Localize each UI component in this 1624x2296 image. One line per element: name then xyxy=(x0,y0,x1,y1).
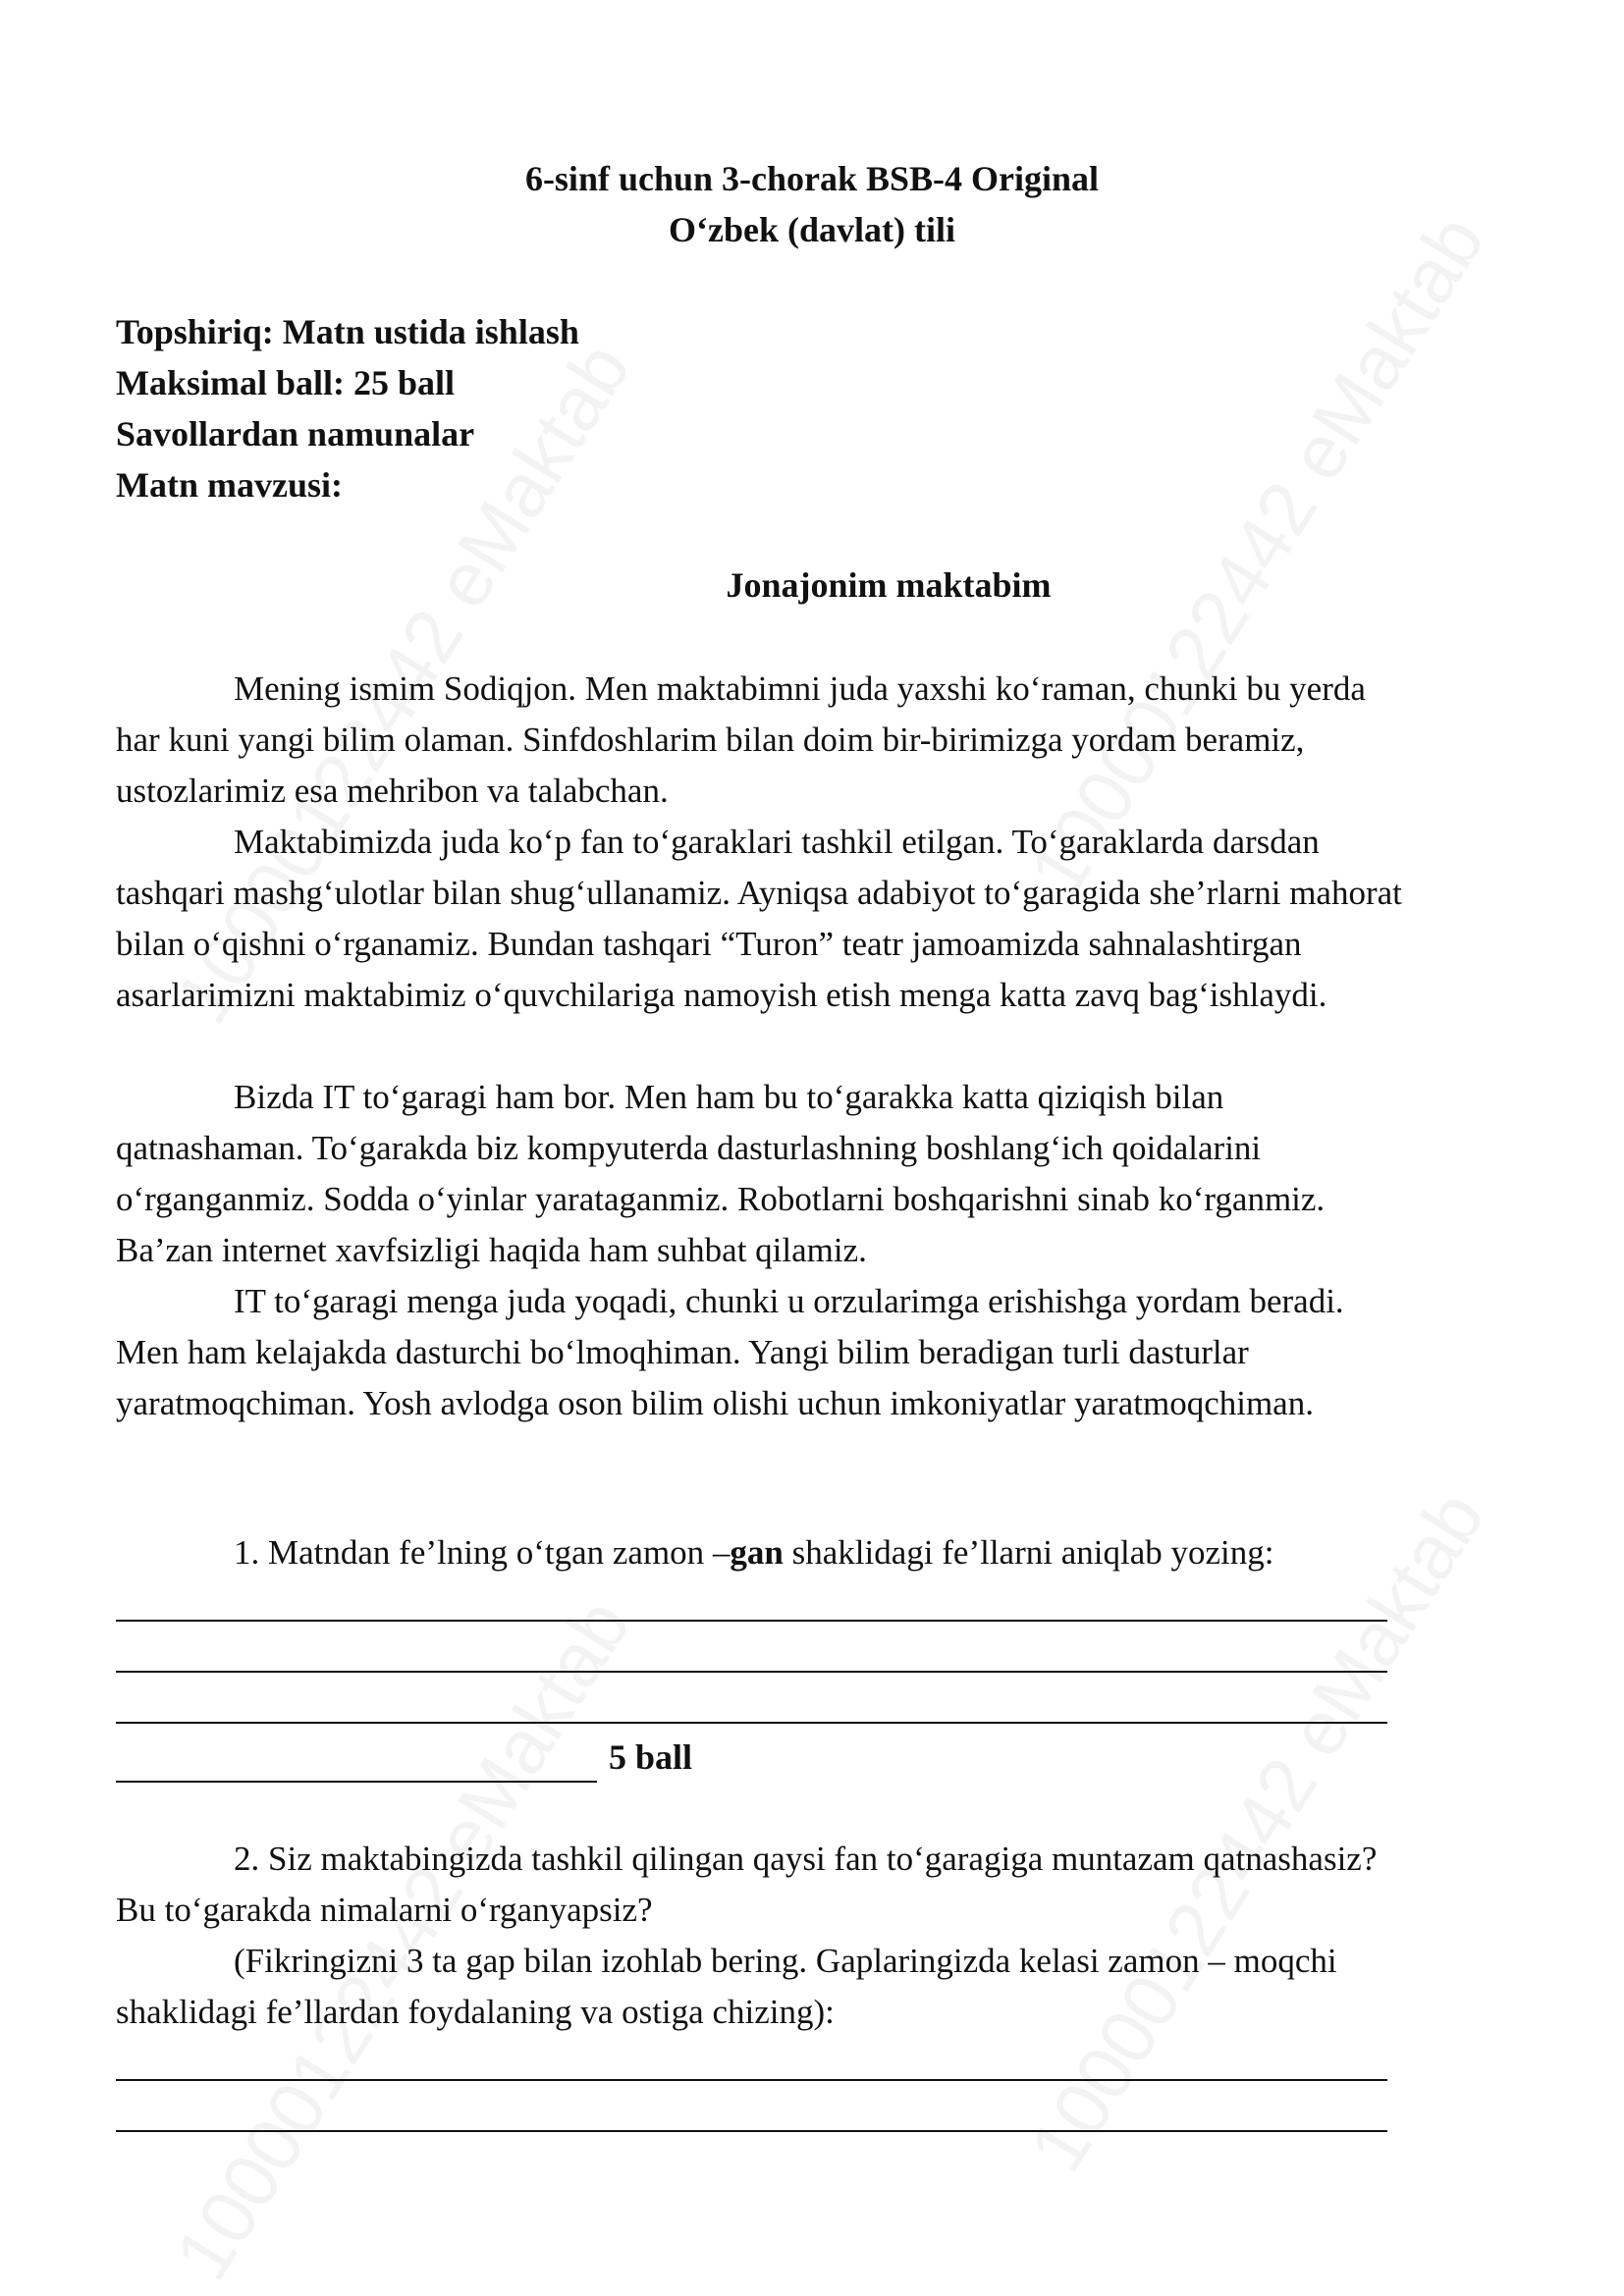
topic-label: Matn mavzusi: xyxy=(116,465,343,505)
question-1-score-row xyxy=(116,1732,692,1783)
answer-line[interactable] xyxy=(116,1722,1387,1724)
max-score-label: Maksimal ball: 25 ball xyxy=(116,363,456,402)
text-paragraph: Mening ismim Sodiqjon. Men maktabimni juda yaxshi ko‘raman, chunki bu yerda har kuni yangi bilim olaman. Sinfdoshlarim bilan doim bir-birimizga yordam beramiz, ustozlarimiz esa mehribon va talabchan. xyxy=(116,669,1366,810)
text-paragraph: IT to‘garagi menga juda yoqadi, chunki u orzularimga erishishga yordam beradi. Men ham kelajakda dasturchi bo‘lmoqhiman. Yangi bilim beradigan turli dasturlar yaratmoqchiman. Yosh avlodga oson bilim olishi uchun imkoniyatlar yaratmoqchiman. xyxy=(116,1282,1344,1422)
task-label: Topshiriq: Matn ustida ishlash xyxy=(116,312,579,351)
document-title: 6-sinf uchun 3-chorak BSB-4 Original xyxy=(524,159,1100,198)
question-2-instructions: (Fikringizni 3 ta gap bilan izohlab bering. Gaplaringizda kelasi zamon – moqchi shaklidagi fe’llardan foydalaning va ostiga chizing): xyxy=(116,1942,1337,2031)
answer-line[interactable] xyxy=(116,1620,1387,1622)
question-1-score: 5 ball xyxy=(609,1737,693,1777)
question-1-text: 1. Matndan fe’lning o‘tgan zamon – xyxy=(234,1533,731,1572)
document-subtitle: O‘zbek (davlat) tili xyxy=(669,210,955,249)
question-1 xyxy=(116,1527,1402,1578)
answer-line[interactable] xyxy=(116,2079,1387,2081)
answer-line[interactable] xyxy=(116,2130,1387,2132)
question-1-suffix: gan xyxy=(730,1533,784,1572)
answer-line[interactable] xyxy=(116,1671,1387,1673)
question-2: 2. Siz maktabingizda tashkil qilingan qaysi fan to‘garagiga muntazam qatnashasiz? Bu to‘garakda nimalarni o‘rganyapsiz? xyxy=(116,1840,1378,1929)
samples-label: Savollardan namunalar xyxy=(116,414,475,454)
text-paragraph: Bizda IT to‘garagi ham bor. Men ham bu to‘garakka katta qiziqish bilan qatnashaman. To‘garakda biz kompyuterda dasturlashning boshlang‘ich qoidalarini o‘rganganmiz. Sodda o‘yinlar yarataganmiz. Robotlarni boshqarishni sinab ko‘rganmiz. Ba’zan internet xavfsizligi haqida ham suhbat qilamiz. xyxy=(116,1078,1326,1269)
text-paragraph: Maktabimizda juda ko‘p fan to‘garaklari tashkil etilgan. To‘garaklarda darsdan tashqari mashg‘ulotlar bilan shug‘ullanamiz. Ayniqsa adabiyot to‘garagida she’rlarni mahorat bilan o‘qishni o‘rganamiz. Bundan tashqari “Turon” teatr jamoamizda sahnalashtirgan asarlarimizni maktabimiz o‘quvchilariga namoyish etish menga katta zavq bag‘ishlaydi. xyxy=(116,823,1402,1014)
answer-line[interactable] xyxy=(116,1745,597,1783)
question-1-text-end: shaklidagi fe’llarni aniqlab yozing: xyxy=(783,1533,1274,1572)
reading-text-title: Jonajonim maktabim xyxy=(726,565,1052,605)
